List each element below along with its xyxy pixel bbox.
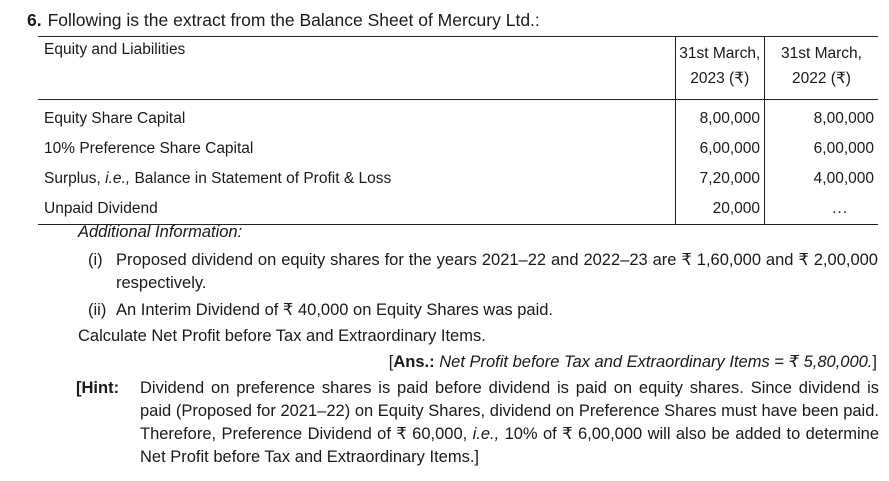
- hint-label: [Hint:: [76, 379, 120, 397]
- row-value-2022: 6,00,000: [813, 140, 874, 157]
- row-label: Unpaid Dividend: [38, 194, 675, 225]
- answer-line: [389, 351, 877, 374]
- row-label: [38, 164, 675, 194]
- header-2023: [675, 37, 764, 100]
- answer-open-bracket: [: [388, 353, 394, 371]
- table-row: [38, 100, 878, 135]
- hint-text-part: 10% of ₹ 6,00,000 will also be added to determine Net Profit before Tax and Extraordinary Items.]: [140, 425, 879, 466]
- hint-text-part: Dividend on preference shares is paid before dividend is paid on equity shares. Since dividend is paid (Proposed for 2021–22) on Equity Shares, dividend on Preference Shares must have been paid. Therefore, Preference Dividend of ₹ 60,000,: [140, 379, 879, 443]
- additional-info-heading: Additional Information:: [78, 223, 243, 241]
- table-row: [38, 194, 878, 225]
- hint-block: [76, 377, 879, 469]
- hint-text-italic: i.e.,: [472, 425, 500, 443]
- question-title: [27, 10, 540, 31]
- row-label-part: Balance in Statement of Profit & Loss: [130, 170, 392, 187]
- row-value-2022: ...: [765, 194, 879, 225]
- answer-close-bracket: ]: [872, 353, 877, 371]
- table-row: [38, 164, 878, 194]
- question-text: Following is the extract from the Balance Sheet of Mercury Ltd.:: [47, 10, 540, 30]
- row-label-part: Surplus,: [44, 170, 106, 187]
- row-label: Equity Share Capital: [44, 110, 186, 127]
- question-number: 6.: [27, 10, 42, 30]
- info-item-number: (i): [88, 251, 103, 269]
- header-2023-line2: 2023 (₹): [690, 70, 750, 87]
- row-label: 10% Preference Share Capital: [44, 140, 254, 157]
- header-particulars: Equity and Liabilities: [38, 37, 675, 100]
- row-value-2022: 4,00,000: [813, 170, 874, 187]
- hint-text: [140, 377, 879, 469]
- answer-text: Net Profit before Tax and Extraordinary Items = ₹ 5,80,000.: [439, 353, 873, 371]
- row-value-2023: 6,00,000: [675, 134, 764, 164]
- table-header-row: [38, 37, 878, 100]
- row-label-italic: i.e.,: [105, 170, 131, 187]
- answer-label: Ans.:: [393, 353, 435, 371]
- info-item-text: An Interim Dividend of ₹ 40,000 on Equity Shares was paid.: [116, 301, 553, 319]
- row-value-2022: 8,00,000: [813, 110, 874, 127]
- header-2022: [765, 37, 879, 100]
- row-value-2023: 20,000: [675, 194, 764, 225]
- calculate-instruction: Calculate Net Profit before Tax and Extraordinary Items.: [78, 327, 486, 345]
- header-2023-line1: 31st March,: [679, 45, 761, 62]
- balance-sheet-table: [38, 36, 878, 225]
- table-row: [38, 134, 878, 164]
- info-item-2: [88, 299, 553, 322]
- header-2022-line2: 2022 (₹): [792, 70, 851, 87]
- header-2022-line1: 31st March,: [781, 45, 862, 62]
- row-value-2023: 7,20,000: [675, 164, 764, 194]
- row-value-2023: 8,00,000: [675, 100, 764, 135]
- info-item-1: [88, 249, 878, 295]
- info-item-number: (ii): [88, 301, 107, 319]
- info-item-text: Proposed dividend on equity shares for the years 2021–22 and 2022–23 are ₹ 1,60,000 and ₹ 2,00,000 respectively.: [116, 251, 878, 292]
